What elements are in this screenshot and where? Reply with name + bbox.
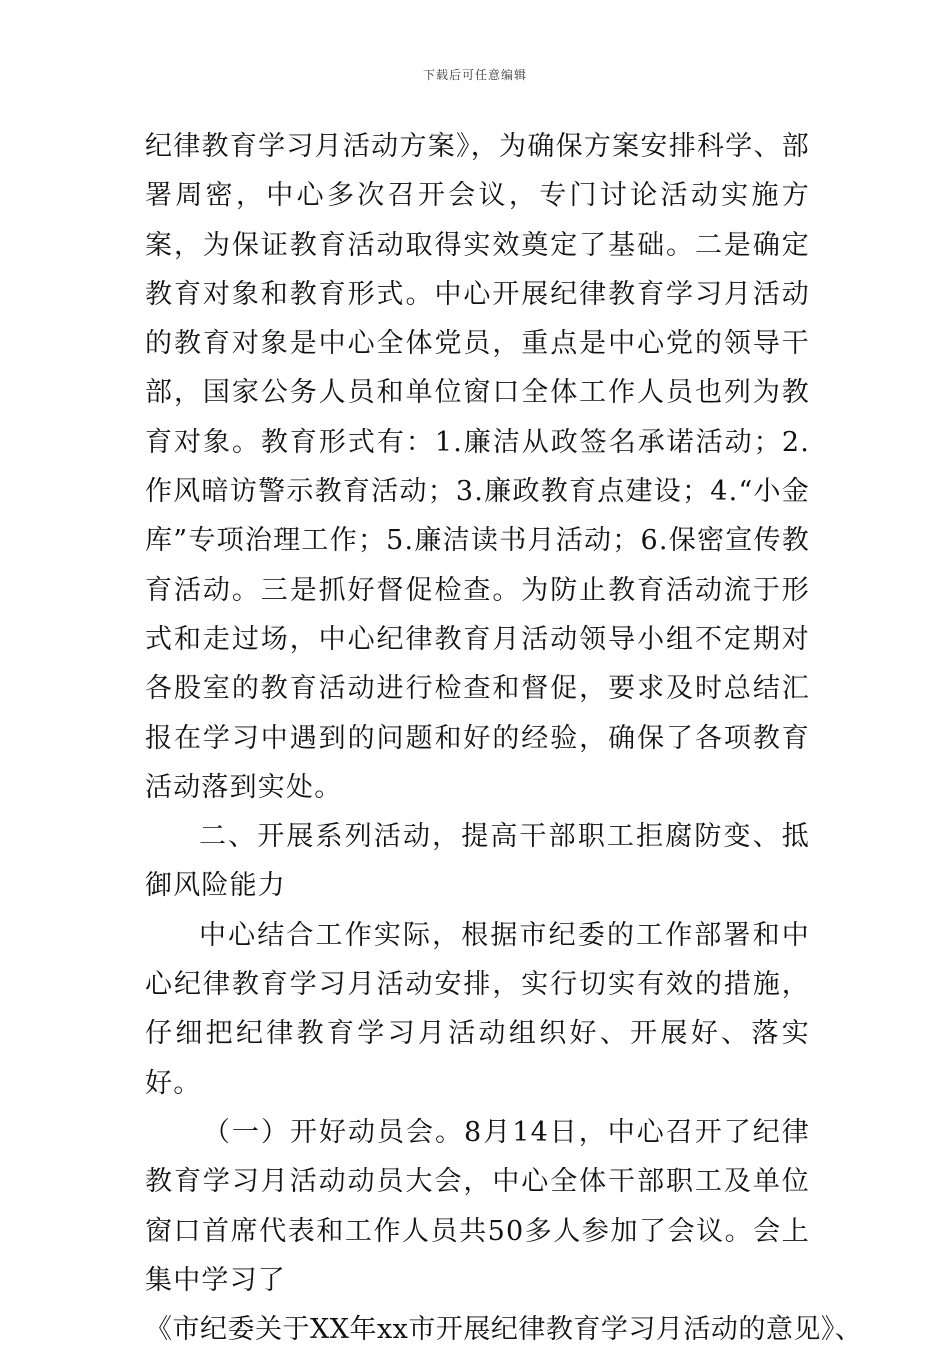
paragraph-2: 中心结合工作实际，根据市纪委的工作部署和中心纪律教育学习月活动安排，实行切实有效的措施，仔细把纪律教育学习月活动组织好、开展好、落实好。 — [145, 919, 810, 1099]
document-body — [145, 122, 863, 1354]
header-note: 下载后可任意编辑 — [422, 68, 527, 82]
paragraph-1: 纪律教育学习月活动方案》，为确保方案安排科学、部署周密，中心多次召开会议，专门讨论活动实施方案，为保证教育活动取得实效奠定了基础。二是确定教育对象和教育形式。中心开展纪律教育学习月活动的教育对象是中心全体党员，重点是中心党的领导干部，国家公务人员和单位窗口全体工作人员也列为教育对象。教育形式有：1.廉洁从政签名承诺活动；2.作风暗访警示教育活动；3.廉政教育点建设；4.“小金库”专项治理工作；5.廉洁读书月活动；6.保密宣传教育活动。三是抓好督促检查。为防止教育活动流于形式和走过场，中心纪律教育月活动领导小组不定期对各股室的教育活动进行检查和督促，要求及时总结汇报在学习中遇到的问题和好的经验，确保了各项教育活动落到实处。 — [145, 131, 810, 803]
section-heading: 二、开展系列活动，提高干部职工拒腐防变、抵御风险能力 — [145, 821, 810, 902]
paragraph-3: （一）开好动员会。8月14日，中心召开了纪律教育学习月活动动员大会，中心全体干部职工及单位窗口首席代表和工作人员共50多人参加了会议。会上集中学习了 — [145, 1116, 810, 1296]
paragraph-4: 《市纪委关于XX年xx市开展纪律教育学习月活动的意见》、 — [145, 1314, 863, 1346]
